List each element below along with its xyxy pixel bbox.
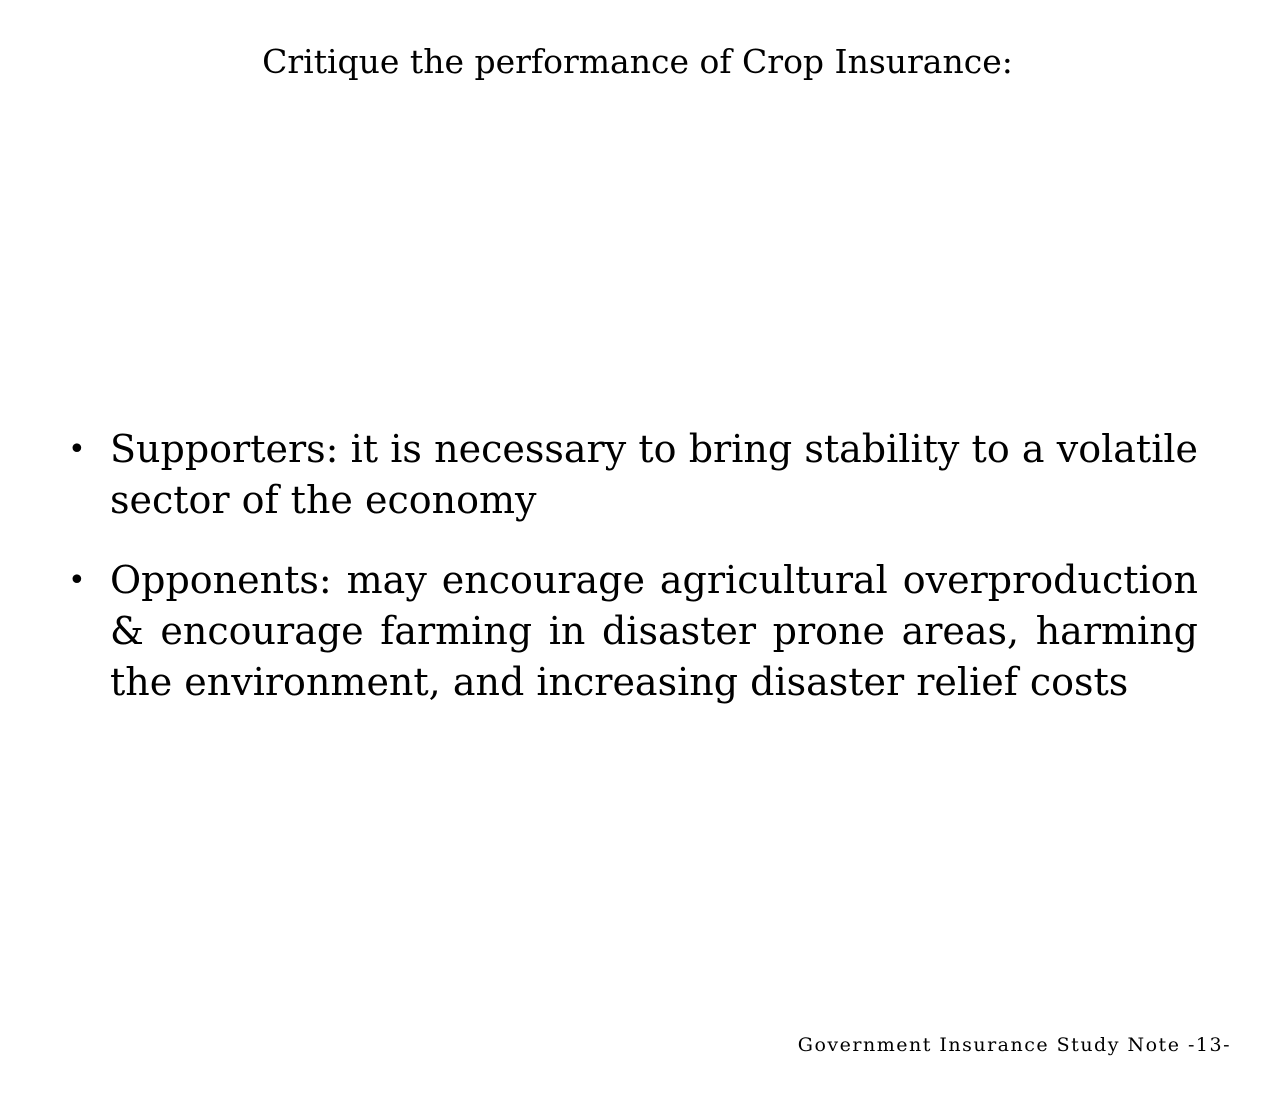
bullet-text: Supporters: it is necessary to bring stability to a volatile sector of the economy [110,427,1198,522]
list-item-opponents [68,555,1198,708]
bullet-list [68,424,1198,737]
bullet-text: Opponents: may encourage agricultural overproduction & encourage farming in disaster prone areas, harming the environment, and increasing disaster relief costs [110,558,1198,704]
bullet-icon: • [68,432,86,467]
list-item-supporters [68,424,1198,526]
footer-note: Government Insurance Study Note -13- [797,1034,1231,1056]
page-title: Critique the performance of Crop Insurance: [262,42,1013,81]
bullet-icon: • [68,563,86,598]
